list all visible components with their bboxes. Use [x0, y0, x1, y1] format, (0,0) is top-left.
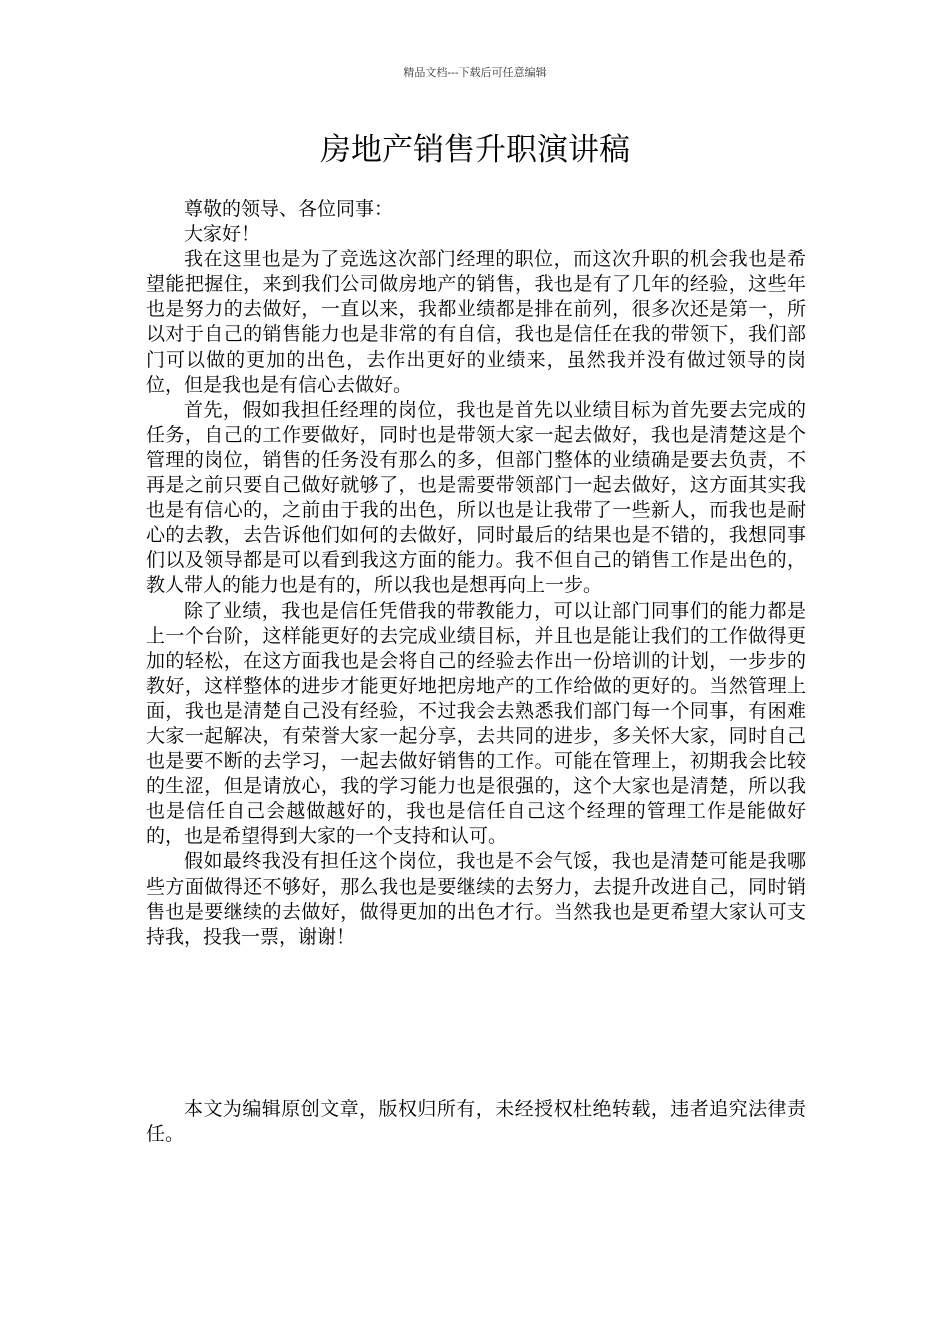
paragraph-closing: 假如最终我没有担任这个岗位，我也是不会气馁，我也是清楚可能是我哪些方面做得还不够好，那么我也是要继续的去努力，去提升改进自己，同时销售也是要继续的去做好，做得更加的出色才行。当然我也是更希望大家认可支持我，投我一票，谢谢！ [146, 850, 806, 948]
paragraph-first-point: 首先，假如我担任经理的岗位，我也是首先以业绩目标为首先要去完成的任务，自己的工作要做好，同时也是带领大家一起去做好，我也是清楚这是个管理的岗位，销售的任务没有那么的多，但部门整体的业绩确是要去负责，不再是之前只要自己做好就够了，也是需要带领部门一起去做好，这方面其实我也是有信心的，之前由于我的出色，所以也是让我带了一些新人，而我也是耐心的去教，去告诉他们如何的去做好，同时最后的结果也是不错的，我想同事们以及领导都是可以看到我这方面的能力。我不但自己的销售工作是出色的，教人带人的能力也是有的，所以我也是想再向上一步。 [146, 398, 806, 597]
copyright-note: 本文为编辑原创文章，版权归所有，未经授权杜绝转载，违者追究法律责任。 [146, 1098, 806, 1146]
greeting: 大家好！ [184, 223, 261, 246]
paragraph-second-point: 除了业绩，我也是信任凭借我的带教能力，可以让部门同事们的能力都是上一个台阶，这样能更好的去完成业绩目标，并且也是能让我们的工作做得更加的轻松，在这方面我也是会将自己的经验去作出一份培训的计划，一步步的教好，这样整体的进步才能更好地把房地产的工作给做的更好的。当然管理上面，我也是清楚自己没有经验，不过我会去熟悉我们部门每一个同事，有困难大家一起解决，有荣誉大家一起分享，去共同的进步，多关怀大家，同时自己也是要不断的去学习，一起去做好销售的工作。可能在管理上，初期我会比较的生涩，但是请放心，我的学习能力也是很强的，这个大家也是清楚，所以我也是信任自己会越做越好的，我也是信任自己这个经理的管理工作是能做好的，也是希望得到大家的一个支持和认可。 [146, 599, 806, 848]
document-body [146, 197, 806, 950]
document-title: 房地产销售升职演讲稿 [320, 132, 630, 168]
page-header: 精品文档---下载后可任意编辑 [403, 66, 547, 79]
salutation: 尊敬的领导、各位同事： [184, 198, 394, 220]
paragraph-intro: 我在这里也是为了竞选这次部门经理的职位，而这次升职的机会我也是希望能把握住，来到我们公司做房地产的销售，我也是有了几年的经验，这些年也是努力的去做好，一直以来，我都业绩都是排在前列，很多次还是第一，所以对于自己的销售能力也是非常的有自信，我也是信任在我的带领下，我们部门可以做的更加的出色，去作出更好的业绩来，虽然我并没有做过领导的岗位，但是我也是有信心去做好。 [146, 248, 806, 396]
